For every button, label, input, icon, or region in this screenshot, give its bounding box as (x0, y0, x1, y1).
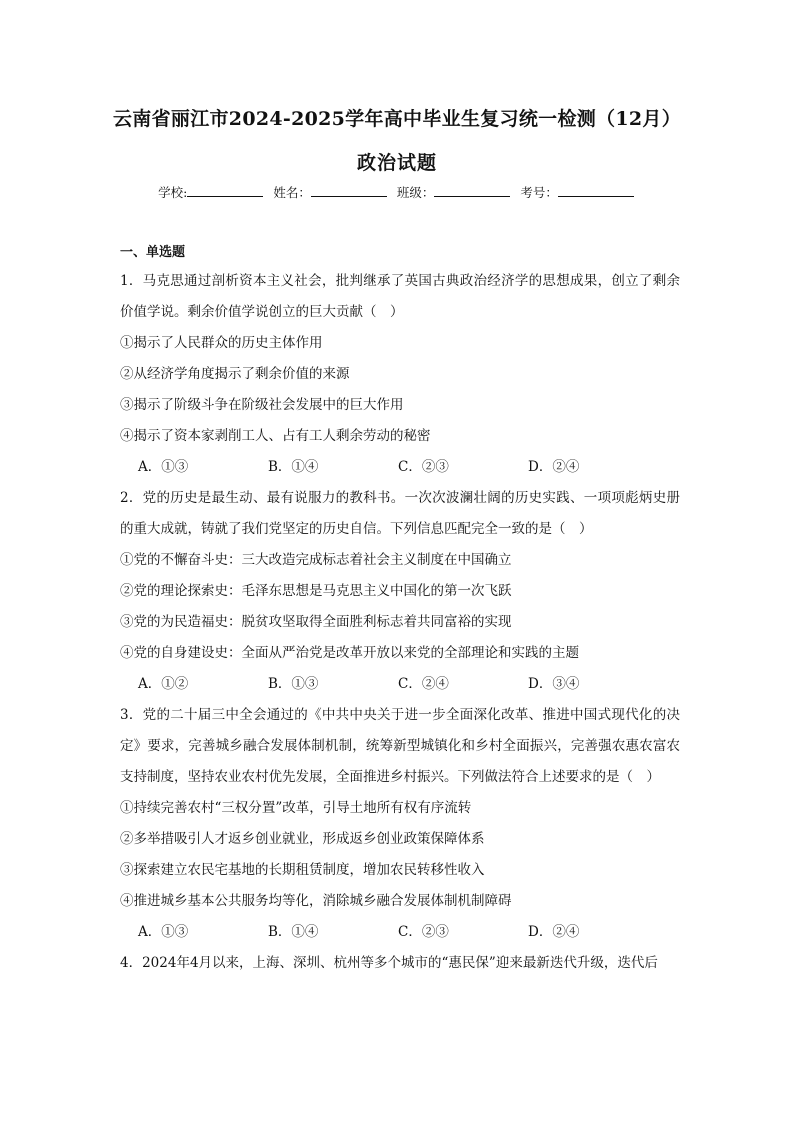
statement-item: ③揭示了阶级斗争在阶级社会发展中的巨大作用 (120, 397, 404, 413)
statement-item: ④揭示了资本家剥削工人、占有工人剩余劳动的秘密 (120, 428, 431, 444)
option-c[interactable]: C．②③ (398, 924, 449, 940)
option-c[interactable]: C．②④ (398, 676, 449, 692)
exam-subtitle: 政治试题 (356, 152, 437, 174)
class-blank[interactable] (434, 184, 510, 197)
student-info-row (0, 183, 794, 201)
class-field (397, 183, 513, 201)
question-4 (120, 948, 680, 979)
school-label: 学校: (158, 185, 188, 200)
option-c[interactable]: C．②③ (398, 459, 449, 475)
class-label: 班级： (396, 185, 435, 200)
option-a[interactable]: A．①② (138, 676, 189, 692)
statement-item: ①党的不懈奋斗史：三大改造完成标志着社会主义制度在中国确立 (120, 552, 512, 568)
name-label: 姓名： (273, 185, 311, 200)
question-stem: 2．党的历史是最生动、最有说服力的教科书。一次次波澜壮阔的历史实践、一项项彪炳史册的重大成就，铸就了我们党坚定的历史自信。下列信息匹配完全一致的是（ ） (120, 490, 680, 537)
question-stem: 1．马克思通过剖析资本主义社会，批判继承了英国古典政治经济学的思想成果，创立了剩余价值学说。剩余价值学说创立的巨大贡献（ ） (120, 273, 680, 320)
question-stem: 4．2024年4月以来，上海、深圳、杭州等多个城市的“惠民保”迎来最新迭代升级，迭代后 (120, 955, 658, 971)
option-d[interactable]: D．②④ (528, 459, 580, 475)
statement-item: ②党的理论探索史：毛泽东思想是马克思主义中国化的第一次飞跃 (120, 583, 512, 599)
exam-no-blank[interactable] (558, 184, 634, 197)
option-b[interactable]: B．①④ (268, 459, 319, 475)
name-blank[interactable] (311, 184, 387, 197)
option-b[interactable]: B．①④ (268, 924, 319, 940)
statement-item: ③党的为民造福史：脱贫攻坚取得全面胜利标志着共同富裕的实现 (120, 614, 512, 630)
statement-item: ④推进城乡基本公共服务均等化，消除城乡融合发展体制机制障碍 (120, 893, 512, 909)
answer-options (120, 669, 680, 700)
exam-no-label: 考号： (520, 185, 558, 200)
question-stem: 3．党的二十届三中全会通过的《中共中央关于进一步全面深化改革、推进中国式现代化的决定》要求，完善城乡融合发展体制机制，统筹新型城镇化和乡村全面振兴，完善强农惠农富农支持制度，坚持农业农村优先发展，全面推进乡村振兴。下列做法符合上述要求的是（ ） (120, 707, 680, 785)
question-3 (120, 700, 680, 948)
school-blank[interactable] (187, 184, 263, 197)
option-a[interactable]: A．①③ (138, 459, 189, 475)
statement-item: ②从经济学角度揭示了剩余价值的来源 (120, 366, 350, 382)
exam-content (120, 240, 680, 979)
option-d[interactable]: D．②④ (528, 924, 580, 940)
option-d[interactable]: D．③④ (528, 676, 580, 692)
exam-no-field (520, 183, 636, 201)
exam-title: 云南省丽江市2024-2025学年高中毕业生复习统一检测（12月） (113, 108, 681, 130)
statement-item: ②多举措吸引人才返乡创业就业，形成返乡创业政策保障体系 (120, 831, 485, 847)
statement-item: ④党的自身建设史：全面从严治党是改革开放以来党的全部理论和实践的主题 (120, 645, 579, 661)
option-b[interactable]: B．①③ (268, 676, 319, 692)
answer-options (120, 917, 680, 948)
option-a[interactable]: A．①③ (138, 924, 189, 940)
name-field (273, 183, 389, 201)
statement-item: ①持续完善农村“三权分置”改革，引导土地所有权有序流转 (120, 800, 472, 816)
section-title: 一、单选题 (120, 245, 186, 260)
statement-item: ③探索建立农民宅基地的长期租赁制度，增加农民转移性收入 (120, 862, 485, 878)
statement-item: ①揭示了人民群众的历史主体作用 (120, 335, 323, 351)
answer-options (120, 452, 680, 483)
question-1 (120, 266, 680, 483)
school-field (158, 183, 265, 201)
question-2 (120, 483, 680, 700)
